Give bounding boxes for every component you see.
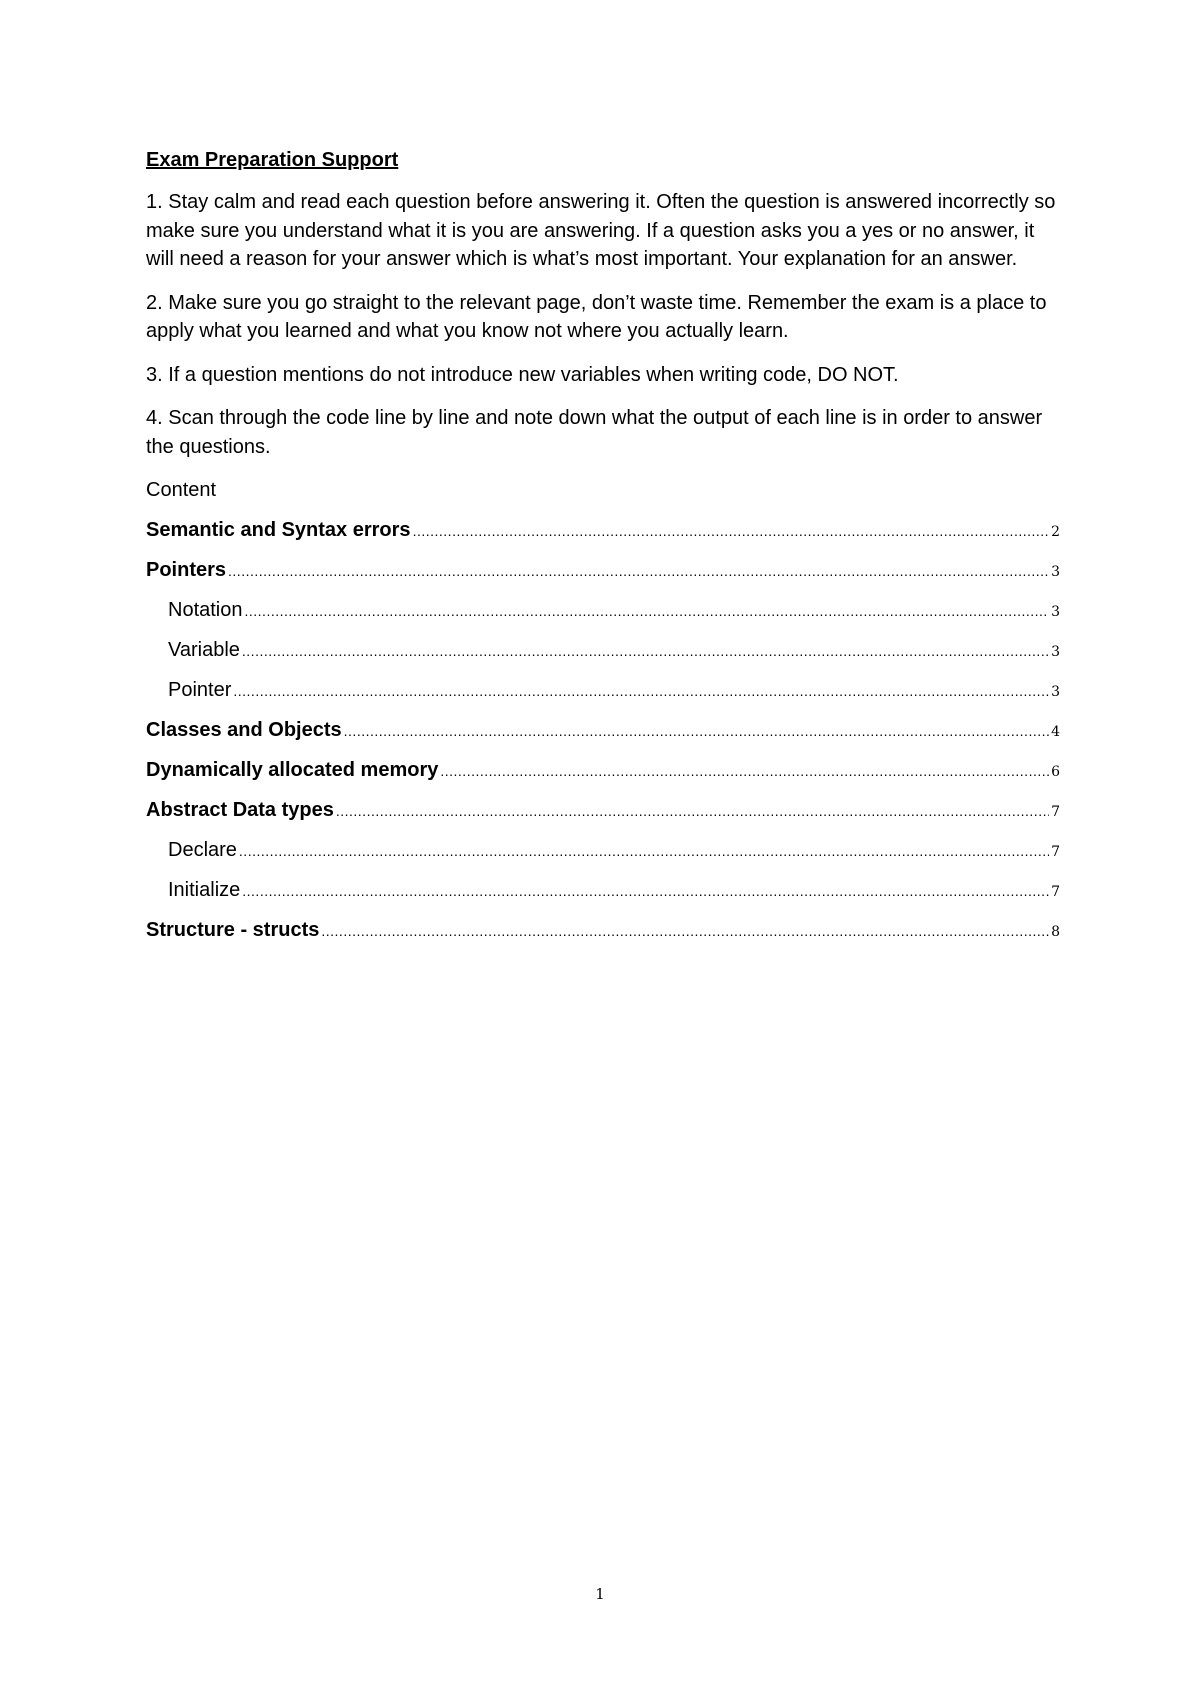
toc-leader-dots [440,757,1049,785]
toc-leader-dots [233,677,1049,705]
toc-page-number: 7 [1051,804,1060,820]
toc-page-number: 7 [1051,884,1060,900]
toc-leader-dots [321,917,1049,945]
toc-entry-label: Initialize [168,879,241,901]
toc-leader-dots [336,797,1049,825]
toc-entry-label: Variable [168,639,240,661]
toc-entry-variable[interactable] [146,636,1060,676]
toc-entry-pointer[interactable] [146,676,1060,716]
toc-page-number: 3 [1051,604,1060,620]
tip-paragraph-3: 3. If a question mentions do not introduce new variables when writing code, DO NOT. [146,363,899,386]
toc-leader-dots [344,717,1049,745]
toc-leader-dots [239,837,1049,865]
toc-leader-dots [242,637,1049,665]
page-footer-number: 1 [595,1585,605,1603]
tip-paragraph-2: 2. Make sure you go straight to the relevant page, don’t waste time. Remember the exam is a place to apply what you learned and what you know not where you actually learn. [146,291,1047,342]
toc-entry-initialize[interactable] [146,876,1060,916]
toc-entry-label: Dynamically allocated memory [146,759,439,781]
toc-entry-structs[interactable] [146,916,1060,956]
toc-leader-dots [245,597,1050,625]
toc-entry-label: Notation [168,599,243,621]
toc-entry-semantic-syntax-errors[interactable] [146,516,1060,556]
toc-entry-abstract-data-types[interactable] [146,796,1060,836]
toc-page-number: 4 [1051,724,1060,740]
toc-page-number: 3 [1051,644,1060,660]
toc-leader-dots [413,517,1050,545]
toc-entry-label: Abstract Data types [146,799,334,821]
toc-page-number: 3 [1051,684,1060,700]
toc-entry-label: Declare [168,839,237,861]
toc-page-number: 2 [1051,524,1060,540]
toc-entry-label: Pointers [146,559,227,581]
toc-entry-classes-objects[interactable] [146,716,1060,756]
page-content [146,146,1060,956]
toc-page-number: 7 [1051,844,1060,860]
toc-entry-label: Pointer [168,679,232,701]
toc-heading: Content [146,479,217,501]
toc-entry-declare[interactable] [146,836,1060,876]
document-title: Exam Preparation Support [146,149,399,171]
toc-entry-label: Semantic and Syntax errors [146,519,411,541]
tip-paragraph-4: 4. Scan through the code line by line and note down what the output of each line is in order to answer the questions. [146,407,1043,458]
table-of-contents [146,516,1060,956]
toc-entry-dynamic-memory[interactable] [146,756,1060,796]
toc-leader-dots [242,877,1049,905]
toc-entry-label: Structure - structs [146,919,320,941]
toc-entry-label: Classes and Objects [146,719,342,741]
tip-paragraph-1: 1. Stay calm and read each question before answering it. Often the question is answered incorrectly so make sure you understand what it is you are answering. If a question asks you a yes or no answer, it will need a reason for your answer which is what’s most important. Your explanation for an answer. [146,191,1056,270]
toc-page-number: 8 [1051,924,1060,940]
toc-entry-notation[interactable] [146,596,1060,636]
toc-leader-dots [228,557,1049,585]
toc-page-number: 6 [1051,764,1060,780]
toc-page-number: 3 [1051,564,1060,580]
toc-entry-pointers[interactable] [146,556,1060,596]
